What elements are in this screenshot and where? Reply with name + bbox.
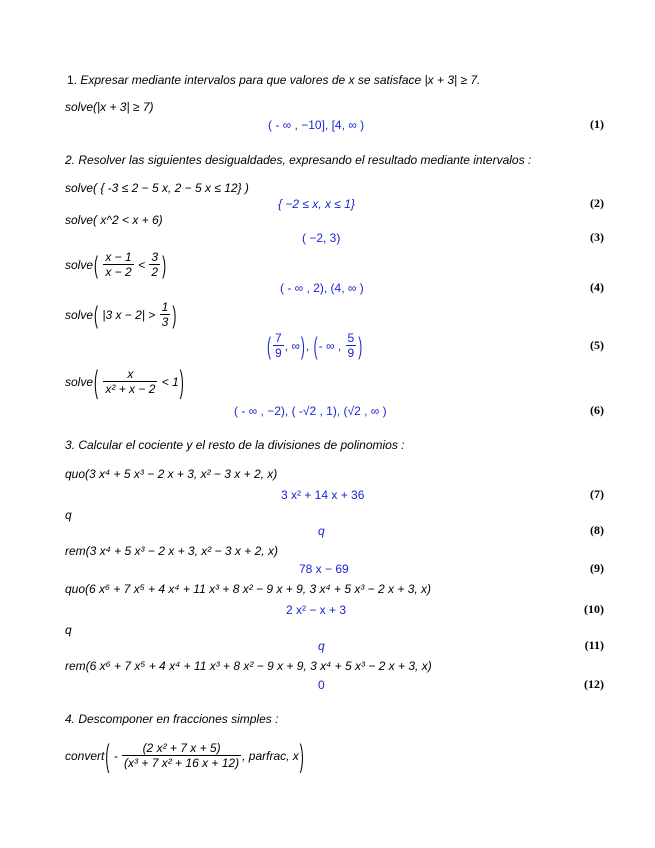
numerator: 1 <box>161 300 169 315</box>
input-line-13[interactable] <box>65 738 305 773</box>
convert-sign: - <box>113 748 118 763</box>
open-paren: ( <box>94 363 99 401</box>
numerator: 5 <box>347 331 355 346</box>
input-line-12[interactable]: rem(6 x⁶ + 7 x⁵ + 4 x⁴ + 11 x³ + 8 x² − 9 x + 9, 3 x⁴ + 5 x³ − 2 x + 3, x) <box>65 659 432 673</box>
close-paren: ) <box>162 250 167 280</box>
input-line-4[interactable] <box>65 249 167 280</box>
res5-fraction-1 <box>273 331 284 360</box>
equation-label-1: (1) <box>590 117 604 131</box>
denominator: 2 <box>151 265 159 280</box>
equation-label-6: (6) <box>590 403 604 417</box>
cmd5-fraction <box>160 300 171 329</box>
res5-infinity-1: , ∞ <box>284 338 300 353</box>
output-10: 2 x² − x + 3 <box>286 603 347 617</box>
section-1-text: Expresar mediante intervalos para que valores de x se satisface |x + 3| ≥ 7. <box>80 73 481 87</box>
equation-label-9: (9) <box>590 561 604 575</box>
convert-fraction <box>122 741 241 770</box>
equation-label-4: (4) <box>590 280 604 294</box>
section-2-heading: 2. Resolver las siguientes desigualdades, expresando el resultado mediante intervalos : <box>65 153 532 167</box>
denominator: x − 2 <box>105 265 132 280</box>
equation-label-12: (12) <box>584 677 604 691</box>
convert-tail: , parfrac, x <box>242 748 299 763</box>
numerator: 3 <box>151 250 159 265</box>
section-3-heading: 3. Calcular el cociente y el resto de la divisiones de polinomios : <box>65 438 405 452</box>
section-1-number: 1. <box>67 73 78 87</box>
output-11: q <box>318 639 325 653</box>
res5-separator: , <box>305 338 310 353</box>
close-paren: ) <box>358 331 363 361</box>
output-1: ( - ∞ , −10], [4, ∞ ) <box>268 118 365 132</box>
open-paren: ( <box>313 331 318 361</box>
denominator: x² + x − 2 <box>105 382 156 397</box>
close-paren: ) <box>299 737 304 775</box>
convert-function: convert <box>65 748 105 763</box>
close-paren: ) <box>179 363 184 401</box>
res5-fraction-2 <box>346 331 357 360</box>
section-1-heading <box>67 72 480 88</box>
cmd5-function: solve <box>65 307 94 322</box>
cmd4-fraction-1 <box>103 250 133 279</box>
section-4-heading: 4. Descomponer en fracciones simples : <box>65 712 279 726</box>
numerator: x <box>103 367 157 382</box>
cmd6-function: solve <box>65 374 94 389</box>
input-line-9[interactable]: rem(3 x⁴ + 5 x³ − 2 x + 3, x² − 3 x + 2, x) <box>65 544 278 558</box>
close-paren: ) <box>300 331 305 361</box>
cmd4-operator: < <box>138 257 146 272</box>
cmd5-lhs: |3 x − 2| > <box>102 307 156 322</box>
cmd6-fraction <box>103 367 157 396</box>
input-line-1[interactable]: solve(|x + 3| ≥ 7) <box>65 100 154 114</box>
output-2: { −2 ≤ x, x ≤ 1} <box>278 197 355 211</box>
input-line-7[interactable]: quo(3 x⁴ + 5 x³ − 2 x + 3, x² − 3 x + 2, x) <box>65 467 278 481</box>
input-line-5[interactable] <box>65 299 177 330</box>
denominator: 9 <box>347 346 355 361</box>
input-line-3[interactable]: solve( x^2 < x + 6) <box>65 213 163 227</box>
equation-label-11: (11) <box>584 638 604 652</box>
output-3: ( −2, 3) <box>302 231 341 245</box>
output-12: 0 <box>318 678 325 692</box>
output-6: ( - ∞ , −2), ( -√2 , 1), (√2 , ∞ ) <box>234 404 387 418</box>
cmd4-fraction-2 <box>149 250 160 279</box>
input-line-11[interactable]: q <box>65 623 72 637</box>
numerator: x − 1 <box>105 250 132 265</box>
cmd4-function: solve <box>65 257 94 272</box>
output-8: q <box>318 524 325 538</box>
output-4: ( - ∞ , 2), (4, ∞ ) <box>280 281 364 295</box>
equation-label-5: (5) <box>590 338 604 352</box>
open-paren: ( <box>267 331 271 361</box>
cmd6-rhs: < 1 <box>161 374 179 389</box>
equation-label-3: (3) <box>590 230 604 244</box>
res5-infinity-2: - ∞ , <box>318 338 342 353</box>
denominator: 9 <box>275 346 282 361</box>
output-5 <box>266 330 363 361</box>
output-7: 3 x² + 14 x + 36 <box>281 488 365 502</box>
open-paren: ( <box>94 300 99 330</box>
equation-label-2: (2) <box>590 196 604 210</box>
numerator: 7 <box>275 331 282 346</box>
denominator: (x³ + 7 x² + 16 x + 12) <box>124 756 240 771</box>
input-line-6[interactable] <box>65 364 185 399</box>
open-paren: ( <box>105 737 110 775</box>
denominator: 3 <box>161 315 169 330</box>
equation-label-7: (7) <box>590 487 604 501</box>
equation-label-8: (8) <box>590 523 604 537</box>
input-line-8[interactable]: q <box>65 508 72 522</box>
open-paren: ( <box>94 250 99 280</box>
equation-label-10: (10) <box>584 602 604 616</box>
input-line-2[interactable]: solve( { -3 ≤ 2 − 5 x, 2 − 5 x ≤ 12} ) <box>65 181 249 195</box>
numerator: (2 x² + 7 x + 5) <box>122 741 241 756</box>
close-paren: ) <box>172 300 177 330</box>
input-line-10[interactable]: quo(6 x⁶ + 7 x⁵ + 4 x⁴ + 11 x³ + 8 x² − 9 x + 9, 3 x⁴ + 5 x³ − 2 x + 3, x) <box>65 582 432 596</box>
output-9: 78 x − 69 <box>299 562 349 576</box>
